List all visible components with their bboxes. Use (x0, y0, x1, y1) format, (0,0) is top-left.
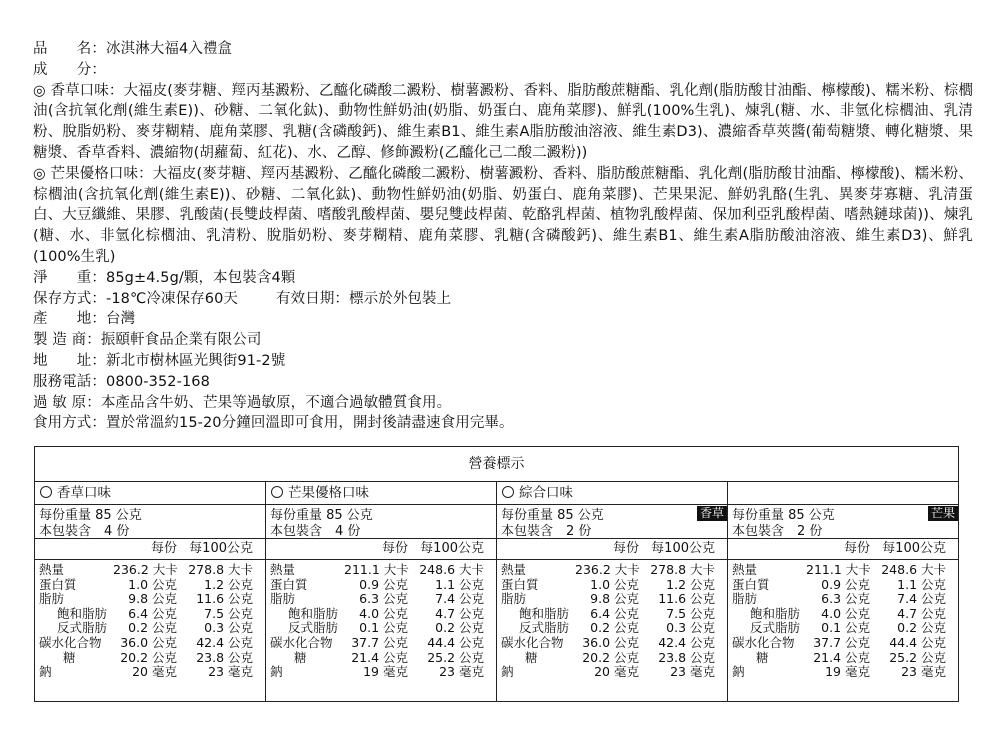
nutrient-row (35, 621, 265, 636)
serving-info (35, 505, 265, 539)
origin-label: 產 地： (33, 311, 106, 328)
column-header (497, 539, 727, 560)
product-name-label: 品 名： (33, 41, 106, 57)
nutrient-name: 熱量 (501, 562, 527, 577)
per-100g-value: 1.1 公克 (897, 576, 946, 592)
nutrient-row (35, 578, 265, 593)
nutrient-name: 蛋白質 (501, 576, 539, 592)
circle-icon (40, 486, 52, 498)
nutrient-name: 碳水化合物 (39, 634, 102, 650)
per-100g-value: 1.2 公克 (666, 576, 715, 592)
nutrition-table (34, 446, 959, 702)
nutrient-name: 熱量 (39, 562, 65, 577)
nutrient-row (728, 592, 958, 607)
per-serving-value: 20.2 公克 (582, 649, 639, 665)
nutrient-row (497, 621, 727, 636)
per-serving-value: 19 毫克 (825, 664, 870, 680)
weight-line (33, 268, 973, 289)
per-serving-value: 4.0 公克 (821, 605, 870, 621)
usage-value: 置於常溫約15-20分鐘回溫即可食用，開封後請盡速食用完畢。 (106, 415, 514, 432)
weight-label: 淨 重： (33, 269, 106, 286)
nutrition-panel (266, 482, 497, 702)
per-100g-value: 44.4 公克 (427, 634, 484, 650)
flavor-header (266, 482, 496, 505)
serving-info (497, 505, 727, 539)
per-100g-header: 每100公克 (420, 541, 484, 556)
nutrient-name: 反式脂肪 (519, 620, 570, 636)
per-100g-value: 25.2 公克 (427, 649, 484, 665)
nutrient-name: 蛋白質 (39, 576, 77, 592)
address-label: 地 址： (33, 352, 106, 369)
nutrient-row (497, 636, 727, 651)
per-serving-value: 37.7 公克 (813, 634, 870, 650)
per-serving-value: 4.0 公克 (359, 605, 408, 621)
maker-value: 振頤軒食品企業有限公司 (100, 332, 262, 349)
per-100g-value: 25.2 公克 (889, 649, 946, 665)
nutrient-name: 鈉 (732, 664, 745, 680)
per-100g-value: 0.3 公克 (666, 620, 715, 636)
flavor-header (35, 482, 265, 505)
product-info (33, 39, 973, 434)
circle-icon (502, 486, 514, 498)
phone-label: 服務電話： (33, 373, 106, 390)
serving-size: 每份重量 85 公克 (270, 508, 373, 523)
nutrient-row (35, 592, 265, 607)
ingredients-label-line (33, 60, 973, 81)
per-serving-value: 37.7 公克 (351, 634, 408, 650)
servings-per-package: 本包裝含 2 份 (732, 524, 823, 539)
per-serving-header: 每份 (381, 541, 408, 556)
per-serving-value: 36.0 公克 (582, 634, 639, 650)
nutrient-name: 鈉 (501, 664, 514, 680)
per-serving-value: 21.4 公克 (813, 649, 870, 665)
nutrient-name: 飽和脂肪 (519, 605, 570, 621)
phone-line (33, 372, 973, 393)
per-100g-value: 11.6 公克 (196, 591, 253, 607)
nutrient-row (266, 592, 496, 607)
per-100g-header: 每100公克 (882, 541, 946, 556)
nutrient-row (728, 651, 958, 666)
nutrient-name: 蛋白質 (732, 576, 770, 592)
per-serving-header: 每份 (150, 541, 177, 556)
nutrient-row (497, 578, 727, 593)
weight-value: 85g±4.5g/顆，本包裝含4顆 (106, 269, 296, 286)
servings-per-package: 本包裝含 4 份 (270, 524, 361, 539)
nutrient-name: 糖 (294, 649, 307, 665)
per-serving-value: 21.4 公克 (351, 649, 408, 665)
per-100g-value: 0.2 公克 (435, 620, 484, 636)
nutrient-row (728, 636, 958, 651)
per-serving-value: 9.8 公克 (128, 591, 177, 607)
usage-label: 食用方式： (33, 415, 106, 432)
serving-info (266, 505, 496, 539)
nutrient-name: 蛋白質 (270, 576, 308, 592)
per-serving-value: 236.2 大卡 (113, 562, 178, 577)
nutrient-row (497, 592, 727, 607)
nutrient-row (35, 607, 265, 622)
per-serving-value: 19 毫克 (363, 664, 408, 680)
per-100g-value: 11.6 公克 (658, 591, 715, 607)
nutrient-name: 糖 (525, 649, 538, 665)
nutrient-row (497, 651, 727, 666)
nutrition-columns (35, 482, 958, 702)
nutrient-row (266, 651, 496, 666)
per-100g-value: 7.5 公克 (666, 605, 715, 621)
nutrient-row (266, 563, 496, 578)
expiry-value: 有效日期：標示於外包裝上 (276, 290, 452, 307)
per-100g-header: 每100公克 (189, 541, 253, 556)
nutrient-row (266, 607, 496, 622)
per-serving-value: 20 毫克 (594, 664, 639, 680)
mango-ingredients: ◎ 芒果優格口味：大福皮(麥芽糖、羥丙基澱粉、乙醯化磷酸二澱粉、樹薯澱粉、香料、脂肪酸蔗糖酯、乳化劑(脂肪酸甘油酯、檸檬酸)、糯米粉、棕櫚油(含抗氧化劑(維生素E))、砂糖、二氧化鈦)、動物性鮮奶油(奶脂、奶蛋白、鹿角菜膠)、芒果果泥、鮮奶乳酪(生乳、異麥芽寡糖、乳清蛋白、大豆纖維、果膠、乳酸菌(長雙歧桿菌、嗜酸乳酸桿菌、嬰兒雙歧桿菌、乾酪乳桿菌、植物乳酸桿菌、保加利亞乳酸桿菌、嗜熱鏈球菌))、煉乳(糖、水、非氫化棕櫚油、乳清粉、脫脂奶粉、麥芽糊精、鹿角菜膠、乳糖(含磷酸鈣)、維生素B1、維生素A脂肪酸油溶液、維生素D3)、鮮乳(100%生乳) (33, 165, 973, 265)
per-serving-value: 211.1 大卡 (344, 562, 409, 577)
nutrient-name: 反式脂肪 (288, 620, 339, 636)
nutrient-name: 碳水化合物 (732, 634, 795, 650)
allergen-label: 過 敏 原： (33, 394, 101, 411)
nutrient-name: 鈉 (270, 664, 283, 680)
per-serving-value: 236.2 大卡 (575, 562, 640, 577)
nutrition-panel (35, 482, 266, 702)
per-serving-value: 6.4 公克 (128, 605, 177, 621)
nutrient-row (497, 563, 727, 578)
maker-line (33, 330, 973, 351)
flavor-header (728, 482, 958, 505)
per-100g-value: 278.8 大卡 (188, 562, 253, 577)
maker-label: 製 造 商： (33, 332, 101, 349)
nutrient-name: 熱量 (732, 562, 758, 577)
column-header (728, 539, 958, 560)
per-100g-header: 每100公克 (651, 541, 715, 556)
serving-info (728, 505, 958, 539)
nutrient-name: 脂肪 (270, 591, 296, 607)
nutrient-name: 糖 (756, 649, 769, 665)
per-100g-value: 0.3 公克 (204, 620, 253, 636)
per-serving-value: 0.9 公克 (821, 576, 870, 592)
per-serving-header: 每份 (843, 541, 870, 556)
phone-value: 0800-352-168 (106, 373, 210, 390)
nutrient-row (35, 563, 265, 578)
per-serving-value: 6.4 公克 (590, 605, 639, 621)
nutrient-name: 脂肪 (501, 591, 527, 607)
per-100g-value: 248.6 大卡 (419, 562, 484, 577)
per-100g-value: 23.8 公克 (658, 649, 715, 665)
ingredients-label: 成 分： (33, 61, 106, 78)
per-100g-value: 23 毫克 (208, 664, 253, 680)
serving-size: 每份重量 85 公克 (732, 508, 835, 523)
nutrient-row (728, 607, 958, 622)
per-serving-value: 20.2 公克 (120, 649, 177, 665)
per-serving-value: 36.0 公克 (120, 634, 177, 650)
per-serving-value: 1.0 公克 (128, 576, 177, 592)
nutrient-name: 反式脂肪 (750, 620, 801, 636)
per-100g-value: 23 毫克 (439, 664, 484, 680)
per-100g-value: 42.4 公克 (658, 634, 715, 650)
per-100g-value: 23 毫克 (670, 664, 715, 680)
nutrient-name: 飽和脂肪 (288, 605, 339, 621)
flavor-label: 香草口味 (57, 485, 111, 501)
nutrient-row (266, 621, 496, 636)
per-100g-value: 7.5 公克 (204, 605, 253, 621)
storage-label: 保存方式： (33, 290, 106, 307)
column-header (266, 539, 496, 560)
flavor-tag: 芒果 (928, 506, 958, 521)
per-serving-value: 0.9 公克 (359, 576, 408, 592)
per-serving-value: 20 毫克 (132, 664, 177, 680)
nutrient-row (497, 665, 727, 680)
nutrient-name: 碳水化合物 (270, 634, 333, 650)
nutrient-name: 飽和脂肪 (750, 605, 801, 621)
per-serving-value: 1.0 公克 (590, 576, 639, 592)
allergen-value: 本產品含牛奶、芒果等過敏原，不適合過敏體質食用。 (100, 394, 452, 411)
storage-value: -18℃冷凍保存60天 (106, 290, 239, 307)
nutrient-row (728, 621, 958, 636)
nutrient-row (497, 607, 727, 622)
per-100g-value: 23 毫克 (901, 664, 946, 680)
serving-size: 每份重量 85 公克 (39, 508, 142, 523)
nutrient-name: 飽和脂肪 (57, 605, 108, 621)
flavor-tag: 香草 (697, 506, 727, 521)
usage-line (33, 413, 973, 434)
serving-size: 每份重量 85 公克 (501, 508, 604, 523)
nutrient-row (35, 665, 265, 680)
nutrient-name: 糖 (63, 649, 76, 665)
per-serving-value: 0.1 公克 (359, 620, 408, 636)
product-name: 冰淇淋大福4入禮盒 (106, 41, 233, 57)
nutrient-name: 碳水化合物 (501, 634, 564, 650)
nutrition-panel (728, 482, 958, 702)
address-value: 新北市樹林區光興街91-2號 (106, 352, 286, 369)
nutrition-title: 營養標示 (35, 447, 958, 482)
per-100g-value: 44.4 公克 (889, 634, 946, 650)
nutrient-row (728, 563, 958, 578)
column-header (35, 539, 265, 560)
nutrition-panel (497, 482, 728, 702)
storage-line (33, 289, 973, 310)
per-100g-value: 4.7 公克 (435, 605, 484, 621)
nutrient-name: 脂肪 (732, 591, 758, 607)
flavor-label: 綜合口味 (519, 485, 573, 501)
nutrient-row (728, 578, 958, 593)
nutrient-row (266, 665, 496, 680)
per-100g-value: 4.7 公克 (897, 605, 946, 621)
per-100g-value: 42.4 公克 (196, 634, 253, 650)
nutrient-row (35, 636, 265, 651)
flavor-header (497, 482, 727, 505)
per-100g-value: 1.1 公克 (435, 576, 484, 592)
per-serving-value: 9.8 公克 (590, 591, 639, 607)
vanilla-ingredients: ◎ 香草口味：大福皮(麥芽糖、羥丙基澱粉、乙醯化磷酸二澱粉、樹薯澱粉、香料、脂肪酸蔗糖酯、乳化劑(脂肪酸甘油酯、檸檬酸)、糯米粉、棕櫚油(含抗氧化劑(維生素E))、砂糖、二氧化鈦)、動物性鮮奶油(奶脂、奶蛋白、鹿角菜膠)、鮮乳(100%生乳)、煉乳(糖、水、非氫化棕櫚油、乳清粉、脫脂奶粉、麥芽糊精、鹿角菜膠、乳糖(含磷酸鈣)、維生素B1、維生素A脂肪酸油溶液、維生素D3)、濃縮香草莢醬(葡萄糖漿、轉化糖漿、果糖漿、香草香料、濃縮物(胡蘿蔔、紅花)、水、乙醇、修飾澱粉(乙醯化己二酸二澱粉)) (33, 82, 973, 161)
nutrient-row (266, 636, 496, 651)
nutrient-name: 熱量 (270, 562, 296, 577)
per-100g-value: 248.6 大卡 (881, 562, 946, 577)
servings-per-package: 本包裝含 4 份 (39, 524, 130, 539)
per-100g-value: 278.8 大卡 (650, 562, 715, 577)
origin-line (33, 309, 973, 330)
per-serving-value: 0.2 公克 (128, 620, 177, 636)
origin-value: 台灣 (106, 311, 136, 328)
per-100g-value: 0.2 公克 (897, 620, 946, 636)
per-serving-value: 0.2 公克 (590, 620, 639, 636)
address-line (33, 351, 973, 372)
per-100g-value: 1.2 公克 (204, 576, 253, 592)
per-100g-value: 23.8 公克 (196, 649, 253, 665)
flavor-label: 芒果優格口味 (288, 485, 369, 501)
servings-per-package: 本包裝含 2 份 (501, 524, 592, 539)
per-serving-header: 每份 (612, 541, 639, 556)
per-100g-value: 7.4 公克 (897, 591, 946, 607)
nutrient-name: 反式脂肪 (57, 620, 108, 636)
per-serving-value: 211.1 大卡 (806, 562, 871, 577)
nutrient-row (266, 578, 496, 593)
per-serving-value: 6.3 公克 (821, 591, 870, 607)
nutrient-row (728, 665, 958, 680)
product-name-line (33, 39, 973, 60)
nutrient-name: 脂肪 (39, 591, 65, 607)
nutrient-name: 鈉 (39, 664, 52, 680)
allergen-line (33, 393, 973, 414)
per-serving-value: 0.1 公克 (821, 620, 870, 636)
circle-icon (271, 486, 283, 498)
per-100g-value: 7.4 公克 (435, 591, 484, 607)
per-serving-value: 6.3 公克 (359, 591, 408, 607)
nutrient-row (35, 651, 265, 666)
